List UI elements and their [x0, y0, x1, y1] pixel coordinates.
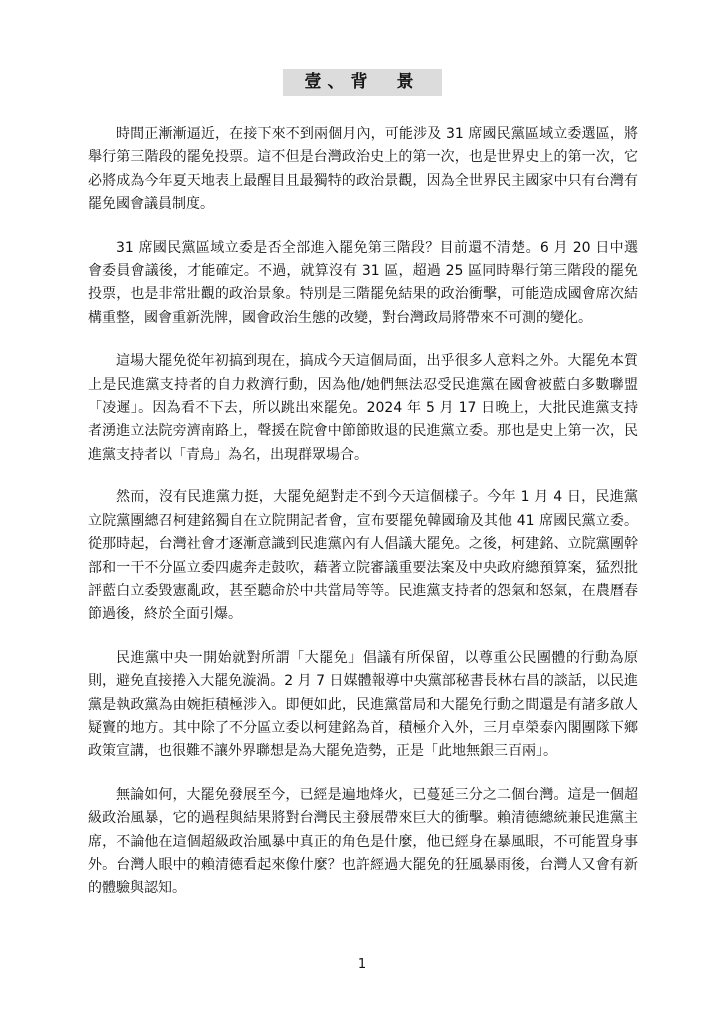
paragraph: 這場大罷免從年初搞到現在，搞成今天這個局面，出乎很多人意料之外。大罷免本質上是民進黨支持者的自力救濟行動，因為他/她們無法忍受民進黨在國會被藍白多數聯盟「凌遲」。因為看不下去，所以跳出來罷免。2024 年 5 月 17 日晚上，大批民進黨支持者湧進立法院旁濟南路上，聲援在院會中節節敗退的民進黨立委。那也是史上第一次，民進黨支持者以「青鳥」為名，出現群眾場合。 — [88, 353, 638, 463]
paragraph: 民進黨中央一開始就對所謂「大罷免」倡議有所保留，以尊重公民團體的行動為原則，避免直接捲入大罷免漩渦。2 月 7 日媒體報導中央黨部秘書長林右昌的談話，以民進黨是執政黨為由婉拒積極涉入。即便如此，民進黨當局和大罷免行動之間還是有諸多啟人疑竇的地方。其中除了不分區立委以柯建銘為首，積極介入外，三月卓榮泰內閣團隊下鄉政策宣講，也很難不讓外界聯想是為大罷免造勢，正是「此地無銀三百兩」。 — [88, 649, 638, 760]
paragraph: 無論如何，大罷免發展至今，已經是遍地烽火，已蔓延三分之二個台灣。這是一個超級政治風暴，它的過程與結果將對台灣民主發展帶來巨大的衝擊。賴清德總統兼民進黨主席，不論他在這個超級政治風暴中真正的角色是什麼，他已經身在暴風眼，不可能置身事外。台灣人眼中的賴清德看起來像什麼？也許經過大罷免的狂風暴雨後，台灣人又會有新的體驗與認知。 — [88, 786, 638, 897]
section-title: 壹、背 景 — [283, 69, 442, 96]
paragraph: 時間正漸漸逼近，在接下來不到兩個月內，可能涉及 31 席國民黨區域立委選區，將舉行第三階段的罷免投票。這不但是台灣政治史上的第一次，也是世界史上的第一次，它必將成為今年夏天地表上最醒目且最獨特的政治景觀，因為全世界民主國家中只有台灣有罷免國會議員制度。 — [88, 126, 638, 213]
paragraph: 然而，沒有民進黨力挺，大罷免絕對走不到今天這個樣子。今年 1 月 4 日，民進黨立院黨團總召柯建銘獨自在立院開記者會，宣布要罷免韓國瑜及其他 41 席國民黨立委。從那時起，台灣社會才逐漸意識到民進黨內有人倡議大罷免。之後，柯建銘、立院黨團幹部和一干不分區立委四處奔走鼓吹，藉著立院審議重要法案及中央政府總預算案，猛烈批評藍白立委毀憲亂政，甚至聽命於中共當局等等。民進黨支持者的怨氣和怒氣，在農曆春節過後，終於全面引爆。 — [88, 489, 638, 623]
body-text — [88, 123, 638, 921]
page-number: 1 — [357, 957, 367, 972]
section-title-wrapper — [0, 69, 724, 96]
paragraph: 31 席國民黨區域立委是否全部進入罷免第三階段？目前還不清楚。6 月 20 日中選會委員會議後，才能確定。不過，就算沒有 31 區，超過 25 區同時舉行第三階段的罷免投票，也是非常壯觀的政治景象。特別是三階罷免結果的政治衝擊，可能造成國會席次結構重整，國會重新洗牌，國會政治生態的改變，對台灣政局將帶來不可測的變化。 — [88, 239, 638, 326]
